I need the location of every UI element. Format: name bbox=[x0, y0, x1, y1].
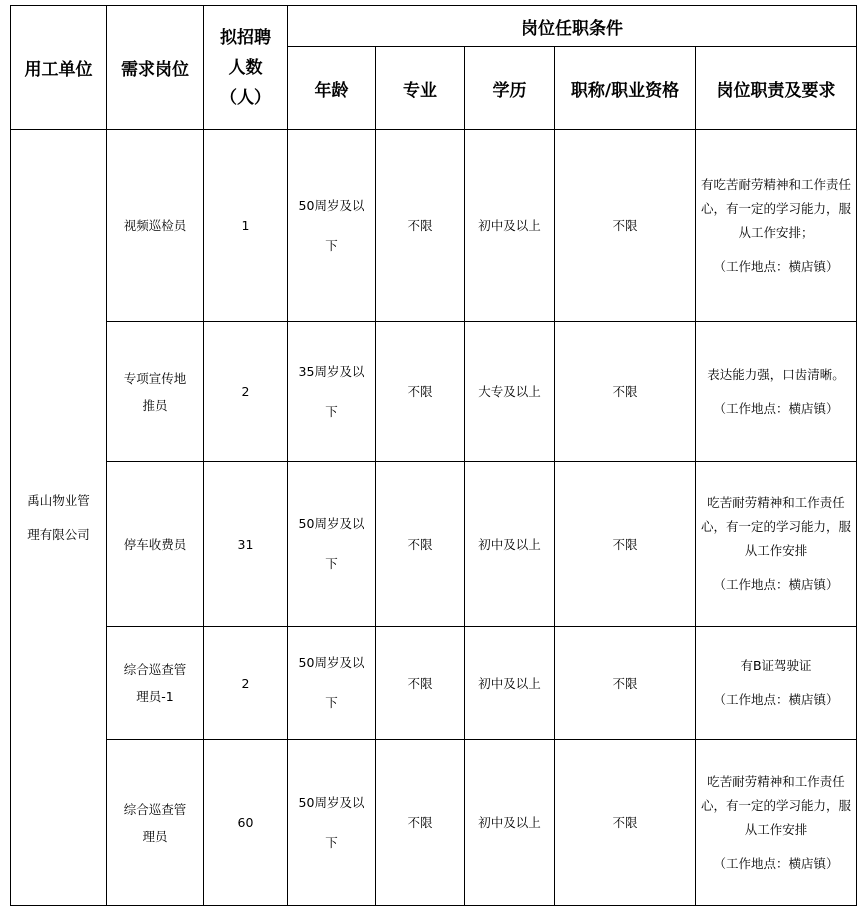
duty-cell bbox=[696, 627, 857, 740]
header-employer: 用工单位 bbox=[11, 6, 107, 130]
qualification-cell: 不限 bbox=[555, 462, 696, 627]
education-cell: 大专及以上 bbox=[465, 322, 555, 462]
duty-cell bbox=[696, 322, 857, 462]
header-position: 需求岗位 bbox=[107, 6, 204, 130]
qualification-cell: 不限 bbox=[555, 740, 696, 906]
duty-text: 吃苦耐劳精神和工作责任心，有一定的学习能力，服从工作安排 bbox=[701, 773, 852, 837]
header-major: 专业 bbox=[376, 47, 465, 130]
count-cell: 1 bbox=[204, 130, 288, 322]
major-cell: 不限 bbox=[376, 322, 465, 462]
header-duties: 岗位职责及要求 bbox=[696, 47, 857, 130]
major-cell: 不限 bbox=[376, 627, 465, 740]
position-cell: 专项宣传地 推员 bbox=[107, 322, 204, 462]
education-cell: 初中及以上 bbox=[465, 740, 555, 906]
table-row bbox=[11, 462, 857, 627]
position-cell: 视频巡检员 bbox=[107, 130, 204, 322]
company-cell bbox=[11, 130, 107, 906]
major-cell: 不限 bbox=[376, 130, 465, 322]
table-row bbox=[11, 740, 857, 906]
duty-location: （工作地点：横店镇） bbox=[713, 258, 839, 274]
position-cell: 停车收费员 bbox=[107, 462, 204, 627]
header-count-line2: 人数 bbox=[228, 57, 263, 78]
company-line1: 禹山物业管 bbox=[27, 492, 90, 508]
duty-location: （工作地点：横店镇） bbox=[713, 855, 839, 871]
age-cell: 50周岁及以 下 bbox=[288, 740, 376, 906]
qualification-cell: 不限 bbox=[555, 627, 696, 740]
age-cell: 50周岁及以 下 bbox=[288, 627, 376, 740]
table-row bbox=[11, 322, 857, 462]
table-row bbox=[11, 130, 857, 322]
header-age: 年龄 bbox=[288, 47, 376, 130]
duty-text: 吃苦耐劳精神和工作责任心，有一定的学习能力，服从工作安排 bbox=[701, 495, 852, 558]
duty-location: （工作地点：横店镇） bbox=[713, 577, 839, 592]
table-row bbox=[11, 627, 857, 740]
count-cell: 2 bbox=[204, 627, 288, 740]
duty-text: 表达能力强，口齿清晰。 bbox=[707, 366, 845, 382]
position-cell: 综合巡查管 理员-1 bbox=[107, 627, 204, 740]
duty-cell bbox=[696, 130, 857, 322]
major-cell: 不限 bbox=[376, 740, 465, 906]
qualification-cell: 不限 bbox=[555, 130, 696, 322]
header-count-line1: 拟招聘 bbox=[220, 27, 271, 48]
count-cell: 31 bbox=[204, 462, 288, 627]
header-qualification: 职称/职业资格 bbox=[555, 47, 696, 130]
education-cell: 初中及以上 bbox=[465, 462, 555, 627]
company-line2: 理有限公司 bbox=[27, 526, 90, 542]
duty-location: （工作地点：横店镇） bbox=[713, 692, 839, 707]
position-cell: 综合巡查管 理员 bbox=[107, 740, 204, 906]
header-count-line3: （人） bbox=[220, 87, 271, 108]
duty-location: （工作地点：横店镇） bbox=[713, 400, 839, 416]
age-cell: 50周岁及以 下 bbox=[288, 130, 376, 322]
count-cell: 2 bbox=[204, 322, 288, 462]
duty-text: 有B证驾驶证 bbox=[740, 658, 812, 673]
qualification-cell: 不限 bbox=[555, 322, 696, 462]
education-cell: 初中及以上 bbox=[465, 627, 555, 740]
age-cell: 35周岁及以 下 bbox=[288, 322, 376, 462]
education-cell: 初中及以上 bbox=[465, 130, 555, 322]
header-count bbox=[204, 6, 288, 130]
age-cell: 50周岁及以 下 bbox=[288, 462, 376, 627]
major-cell: 不限 bbox=[376, 462, 465, 627]
recruitment-table bbox=[10, 5, 857, 906]
count-cell: 60 bbox=[204, 740, 288, 906]
header-education: 学历 bbox=[465, 47, 555, 130]
duty-text: 有吃苦耐劳精神和工作责任心，有一定的学习能力，服从工作安排； bbox=[701, 176, 852, 240]
header-row-1 bbox=[11, 6, 857, 47]
duty-cell bbox=[696, 740, 857, 906]
header-requirements: 岗位任职条件 bbox=[288, 6, 857, 47]
duty-cell bbox=[696, 462, 857, 627]
